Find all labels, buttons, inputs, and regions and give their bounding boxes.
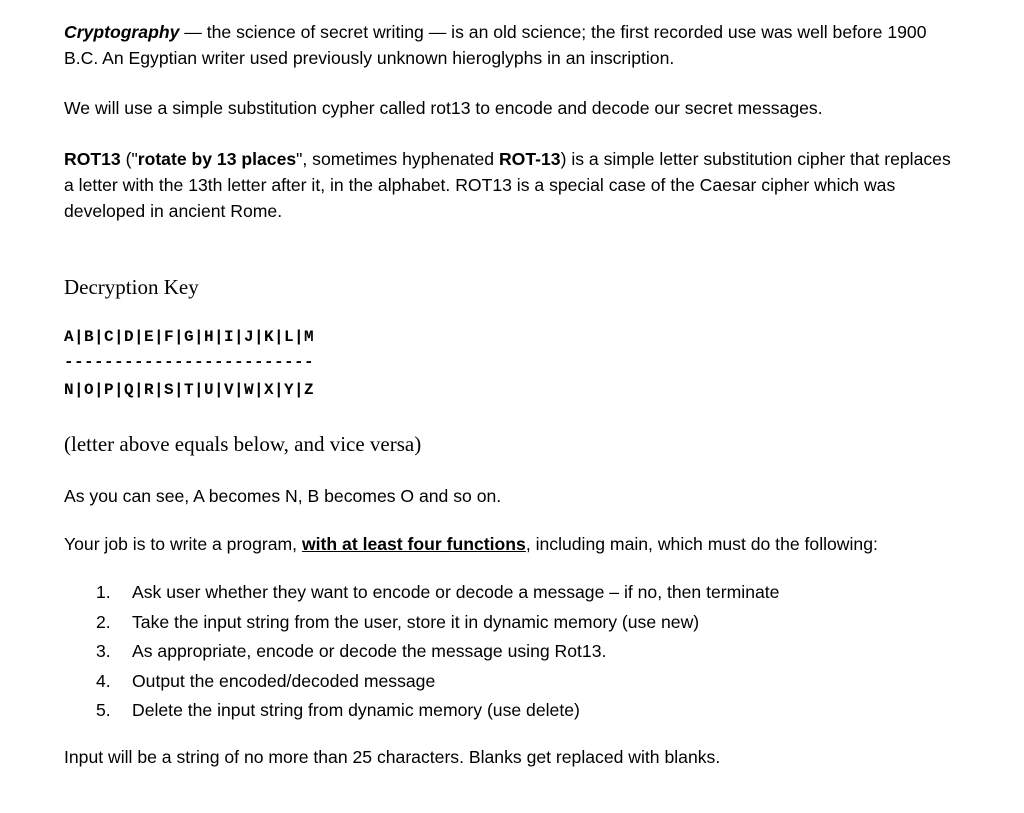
rot13-text-b: ", sometimes hyphenated <box>296 149 499 169</box>
list-item <box>96 608 779 638</box>
job-emphasis: with at least four functions <box>301 534 526 554</box>
key-note: (letter above equals below, and vice versa) <box>64 432 422 456</box>
rot13-text-c: ) is a simple letter substitution cipher that replaces a letter with the 13th letter after it, in the alphabet. ROT13 is a special case of the Caesar cipher which was developed in ancient Rome. <box>64 149 951 221</box>
key-divider: ------------------------- <box>64 353 315 371</box>
list-item-number: 2. <box>96 611 111 632</box>
list-item-number: 3. <box>96 641 111 661</box>
list-item-text: Delete the input string from dynamic memory (use delete) <box>132 700 580 720</box>
use-paragraph: We will use a simple substitution cypher called rot13 to encode and decode our secret messages. <box>64 98 823 118</box>
key-heading: Decryption Key <box>64 275 199 299</box>
job-text-before: Your job is to write a program, <box>64 534 302 554</box>
rot13-hyphenated: ROT-13 <box>498 149 561 169</box>
footer-paragraph: Input will be a string of no more than 25 characters. Blanks get replaced with blanks. <box>64 747 721 767</box>
rot13-paragraph <box>64 146 964 224</box>
intro-text: — the science of secret writing — is an old science; the first recorded use was well before 1900 B.C. An Egyptian writer used previously unknown hieroglyphs in an inscription. <box>64 22 927 68</box>
intro-paragraph <box>64 19 964 71</box>
list-item-number: 5. <box>96 700 111 720</box>
list-item <box>96 696 779 726</box>
list-item-number: 1. <box>96 582 111 602</box>
rot13-expansion: rotate by 13 places <box>137 149 297 169</box>
example-paragraph: As you can see, A becomes N, B becomes O and so on. <box>64 486 502 506</box>
job-paragraph <box>64 531 964 557</box>
list-item-text: Ask user whether they want to encode or decode a message – if no, then terminate <box>132 582 780 602</box>
list-item-text: Output the encoded/decoded message <box>132 670 436 691</box>
list-item-number: 4. <box>96 670 111 691</box>
list-item-text: Take the input string from the user, store it in dynamic memory (use new) <box>132 611 700 632</box>
job-text-after: , including main, which must do the following: <box>525 534 878 554</box>
term-cryptography: Cryptography <box>64 22 180 42</box>
list-item <box>96 578 779 608</box>
rot13-term: ROT13 <box>64 149 121 169</box>
key-bottom-row: N|O|P|Q|R|S|T|U|V|W|X|Y|Z <box>64 381 315 399</box>
key-top-row: A|B|C|D|E|F|G|H|I|J|K|L|M <box>64 328 315 346</box>
requirements-list <box>96 578 779 726</box>
rot13-text-a: (" <box>120 149 138 169</box>
list-item-text: As appropriate, encode or decode the message using Rot13. <box>132 641 607 661</box>
list-item <box>96 637 779 667</box>
list-item <box>96 667 779 697</box>
